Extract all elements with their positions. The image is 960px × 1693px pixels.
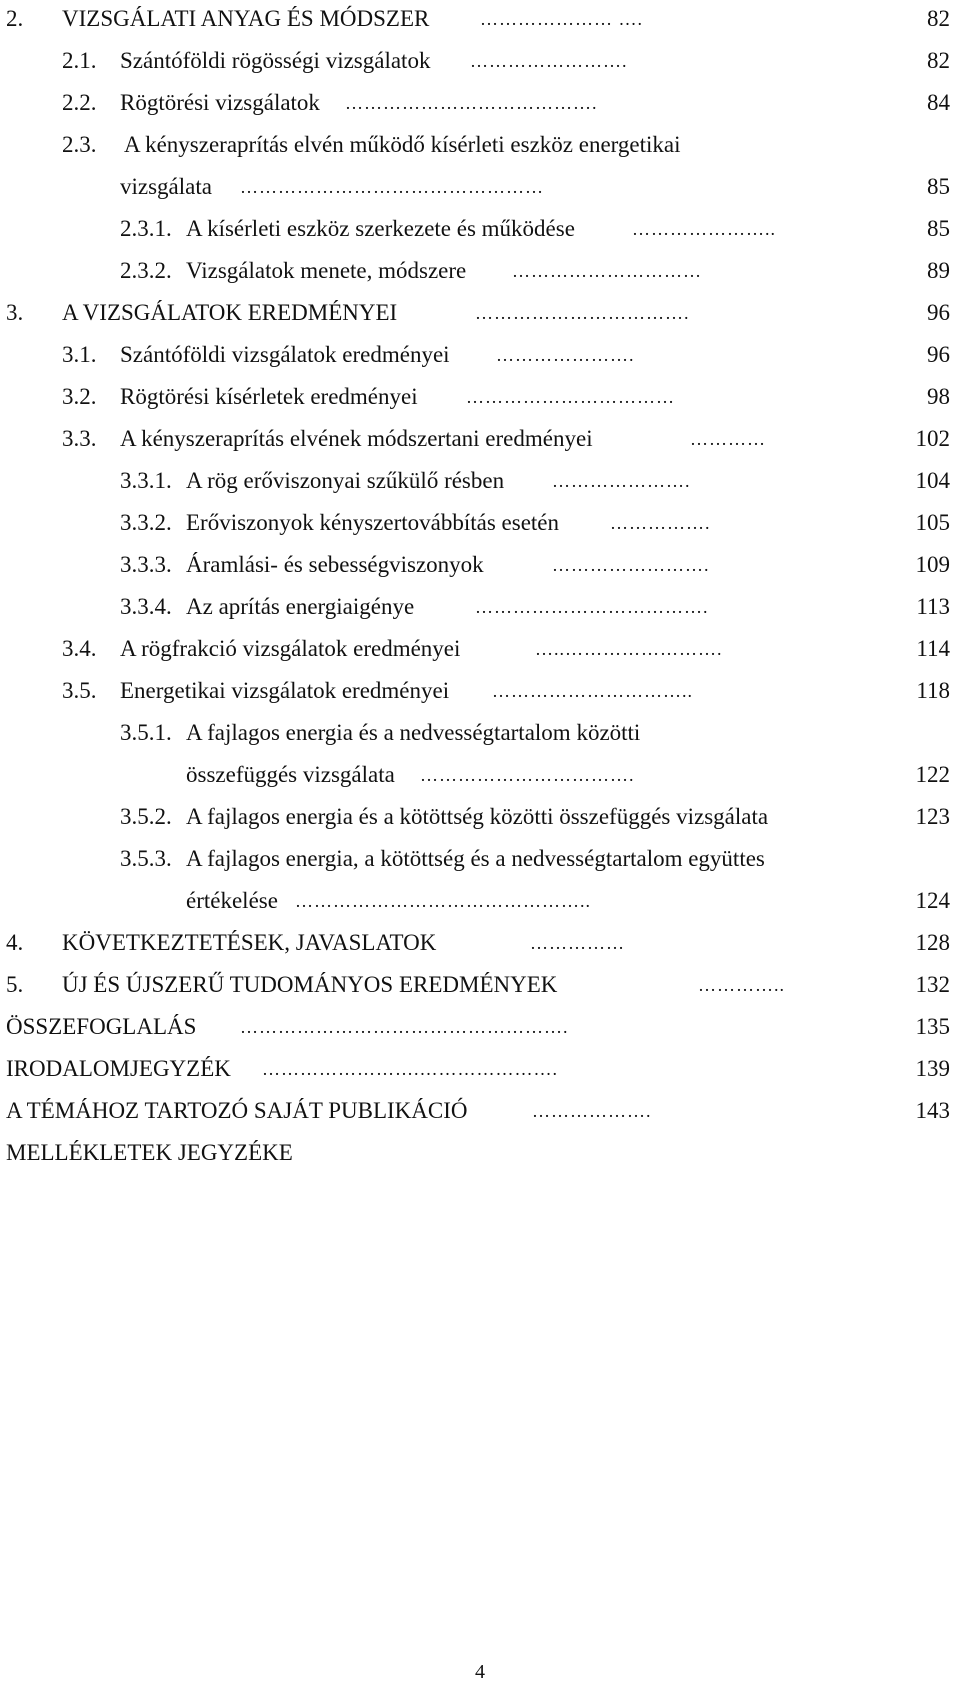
toc-entry[interactable] bbox=[0, 168, 960, 206]
toc-entry[interactable] bbox=[0, 882, 960, 920]
toc-entry-number: 2.3. bbox=[62, 132, 97, 157]
toc-entry[interactable] bbox=[0, 1134, 960, 1172]
toc-dot-leader: …………… bbox=[530, 933, 625, 953]
toc-dot-leader: ………….. bbox=[698, 975, 785, 995]
toc-entry-title: összefüggés vizsgálata bbox=[186, 762, 395, 787]
toc-entry[interactable] bbox=[0, 378, 960, 416]
toc-entry-title: Erőviszonyok kényszertovábbítás esetén bbox=[186, 510, 559, 535]
toc-entry-page: 135 bbox=[915, 1014, 950, 1039]
toc-entry-title: A VIZSGÁLATOK EREDMÉNYEI bbox=[62, 300, 398, 325]
toc-entry[interactable] bbox=[0, 252, 960, 290]
toc-entry-title: értékelése bbox=[186, 888, 278, 913]
toc-entry-number: 2.2. bbox=[62, 90, 97, 115]
toc-entry[interactable] bbox=[0, 42, 960, 80]
toc-entry-number: 3.1. bbox=[62, 342, 97, 367]
toc-entry[interactable] bbox=[0, 126, 960, 164]
page-number: 4 bbox=[475, 1661, 485, 1683]
toc-dot-leader: ……………. bbox=[610, 513, 711, 533]
toc-entry[interactable] bbox=[0, 672, 960, 710]
toc-entry-number: 5. bbox=[6, 972, 24, 997]
toc-entry-page: 85 bbox=[927, 216, 950, 241]
toc-entry-page: 84 bbox=[927, 90, 950, 115]
toc-dot-leader: …………………….…………………. bbox=[262, 1059, 558, 1079]
toc-entry-title: Energetikai vizsgálatok eredményei bbox=[120, 678, 450, 703]
toc-entry-number: 2.1. bbox=[62, 48, 97, 73]
toc-dot-leader: ………………………………………… bbox=[240, 177, 544, 197]
toc-entry-number: 2.3.1. bbox=[120, 216, 172, 241]
toc-entry-page: 96 bbox=[927, 342, 950, 367]
toc-entry-page: 114 bbox=[916, 636, 950, 661]
toc-entry[interactable] bbox=[0, 798, 960, 836]
toc-entry-title: vizsgálata bbox=[120, 174, 212, 199]
toc-entry-page: 102 bbox=[915, 426, 950, 451]
toc-dot-leader: ……………………. bbox=[552, 555, 710, 575]
toc-entry-title: Szántóföldi vizsgálatok eredményei bbox=[120, 342, 450, 367]
toc-dot-leader: …..……………………. bbox=[535, 639, 723, 659]
toc-entry-title: ÖSSZEFOGLALÁS bbox=[6, 1014, 197, 1039]
toc-entry-page: 122 bbox=[915, 762, 950, 787]
toc-entry[interactable] bbox=[0, 0, 960, 38]
toc-entry-number: 3.3.3. bbox=[120, 552, 172, 577]
toc-entry[interactable] bbox=[0, 420, 960, 458]
toc-entry-number: 3.5. bbox=[62, 678, 97, 703]
toc-dot-leader: …………………. bbox=[552, 471, 691, 491]
toc-entry-page: 124 bbox=[915, 888, 950, 913]
toc-entry-page: 128 bbox=[915, 930, 950, 955]
toc-dot-leader: ……………………………………………. bbox=[240, 1017, 569, 1037]
toc-entry-title: MELLÉKLETEK JEGYZÉKE bbox=[6, 1140, 293, 1165]
toc-entry-page: 96 bbox=[927, 300, 950, 325]
toc-entry-page: 82 bbox=[927, 6, 950, 31]
toc-entry-title: VIZSGÁLATI ANYAG ÉS MÓDSZER bbox=[62, 6, 430, 31]
toc-entry-page: 109 bbox=[915, 552, 950, 577]
toc-entry-title: Az aprítás energiaigénye bbox=[186, 594, 415, 619]
toc-entry-page: 105 bbox=[915, 510, 950, 535]
toc-entry-page: 89 bbox=[927, 258, 950, 283]
toc-dot-leader: …………………. bbox=[496, 345, 635, 365]
toc-dot-leader: ………………….. bbox=[632, 219, 776, 239]
toc-entry-title: ÚJ ÉS ÚJSZERŰ TUDOMÁNYOS EREDMÉNYEK bbox=[62, 972, 558, 997]
toc-entry-page: 82 bbox=[927, 48, 950, 73]
toc-entry-number: 4. bbox=[6, 930, 24, 955]
toc-entry-number: 3.3.1. bbox=[120, 468, 172, 493]
toc-entry-title: A kísérleti eszköz szerkezete és működése bbox=[186, 216, 575, 241]
toc-dot-leader: ……………………………. bbox=[420, 765, 635, 785]
toc-dot-leader: …………………………………. bbox=[345, 93, 598, 113]
toc-entry[interactable] bbox=[0, 714, 960, 752]
toc-entry[interactable] bbox=[0, 546, 960, 584]
toc-entry[interactable] bbox=[0, 924, 960, 962]
toc-entry-number: 3.5.3. bbox=[120, 846, 172, 871]
toc-entry[interactable] bbox=[0, 966, 960, 1004]
toc-entry-page: 104 bbox=[915, 468, 950, 493]
toc-dot-leader: ……………………………………….. bbox=[295, 891, 591, 911]
toc-entry[interactable] bbox=[0, 462, 960, 500]
toc-dot-leader: ………………………………. bbox=[475, 597, 709, 617]
toc-entry-number: 3.5.2. bbox=[120, 804, 172, 829]
toc-entry-number: 3. bbox=[6, 300, 24, 325]
toc-entry-page: 85 bbox=[927, 174, 950, 199]
toc-entry[interactable] bbox=[0, 336, 960, 374]
toc-entry[interactable] bbox=[0, 294, 960, 332]
toc-entry-number: 2. bbox=[6, 6, 24, 31]
toc-entry-page: 123 bbox=[915, 804, 950, 829]
toc-entry-title: Vizsgálatok menete, módszere bbox=[186, 258, 467, 283]
toc-entry-title: KÖVETKEZTETÉSEK, JAVASLATOK bbox=[62, 930, 437, 955]
toc-entry[interactable] bbox=[0, 504, 960, 542]
toc-entry-page: 143 bbox=[915, 1098, 950, 1123]
toc-dot-leader: ………………. bbox=[532, 1101, 652, 1121]
toc-dot-leader: ………… bbox=[690, 429, 766, 449]
toc-dot-leader: ………………………… bbox=[512, 261, 702, 281]
toc-entry-page: 132 bbox=[915, 972, 950, 997]
toc-entry-title: A fajlagos energia, a kötöttség és a nedvességtartalom együttes bbox=[186, 846, 765, 871]
toc-entry-title: A kényszeraprítás elvén működő kísérleti eszköz energetikai bbox=[124, 132, 681, 157]
toc-entry-page: 139 bbox=[915, 1056, 950, 1081]
toc-entry-title: A fajlagos energia és a nedvességtartalom közötti bbox=[186, 720, 641, 745]
toc-entry-title: IRODALOMJEGYZÉK bbox=[6, 1056, 231, 1081]
toc-entry[interactable] bbox=[0, 84, 960, 122]
toc-dot-leader: ……………………………. bbox=[475, 303, 690, 323]
toc-entry-number: 3.4. bbox=[62, 636, 97, 661]
toc-entry-page: 98 bbox=[927, 384, 950, 409]
toc-entry-page: 113 bbox=[916, 594, 950, 619]
toc-dot-leader: …………………………… bbox=[466, 387, 675, 407]
toc-entry-title: Rögtörési kísérletek eredményei bbox=[120, 384, 418, 409]
toc-entry-title: A TÉMÁHOZ TARTOZÓ SAJÁT PUBLIKÁCIÓ bbox=[6, 1098, 468, 1123]
toc-entry[interactable] bbox=[0, 756, 960, 794]
toc-dot-leader: ……………………. bbox=[470, 51, 628, 71]
toc-entry[interactable] bbox=[0, 210, 960, 248]
toc-entry-number: 2.3.2. bbox=[120, 258, 172, 283]
toc-entry-title: A rög erőviszonyai szűkülő résben bbox=[186, 468, 505, 493]
toc-entry-title: Áramlási- és sebességviszonyok bbox=[186, 552, 484, 577]
toc-dot-leader: ………………… …. bbox=[480, 9, 643, 29]
toc-entry-title: A kényszeraprítás elvének módszertani eredményei bbox=[120, 426, 593, 451]
toc-entry[interactable] bbox=[0, 840, 960, 878]
toc-entry[interactable] bbox=[0, 630, 960, 668]
toc-entry[interactable] bbox=[0, 1008, 960, 1046]
toc-entry-number: 3.5.1. bbox=[120, 720, 172, 745]
toc-entry-number: 3.3.4. bbox=[120, 594, 172, 619]
toc-entry[interactable] bbox=[0, 588, 960, 626]
toc-entry-title: A rögfrakció vizsgálatok eredményei bbox=[120, 636, 461, 661]
toc-entry-page: 118 bbox=[916, 678, 950, 703]
toc-entry[interactable] bbox=[0, 1050, 960, 1088]
toc-entry-title: Rögtörési vizsgálatok bbox=[120, 90, 320, 115]
toc-dot-leader: ………………………….. bbox=[492, 681, 693, 701]
toc-entry-title: Szántóföldi rögösségi vizsgálatok bbox=[120, 48, 431, 73]
toc-entry-number: 3.3.2. bbox=[120, 510, 172, 535]
toc-entry[interactable] bbox=[0, 1092, 960, 1130]
toc-entry-number: 3.2. bbox=[62, 384, 97, 409]
toc-entry-title: A fajlagos energia és a kötöttség közötti összefüggés vizsgálata bbox=[186, 804, 769, 829]
toc-entry-number: 3.3. bbox=[62, 426, 97, 451]
